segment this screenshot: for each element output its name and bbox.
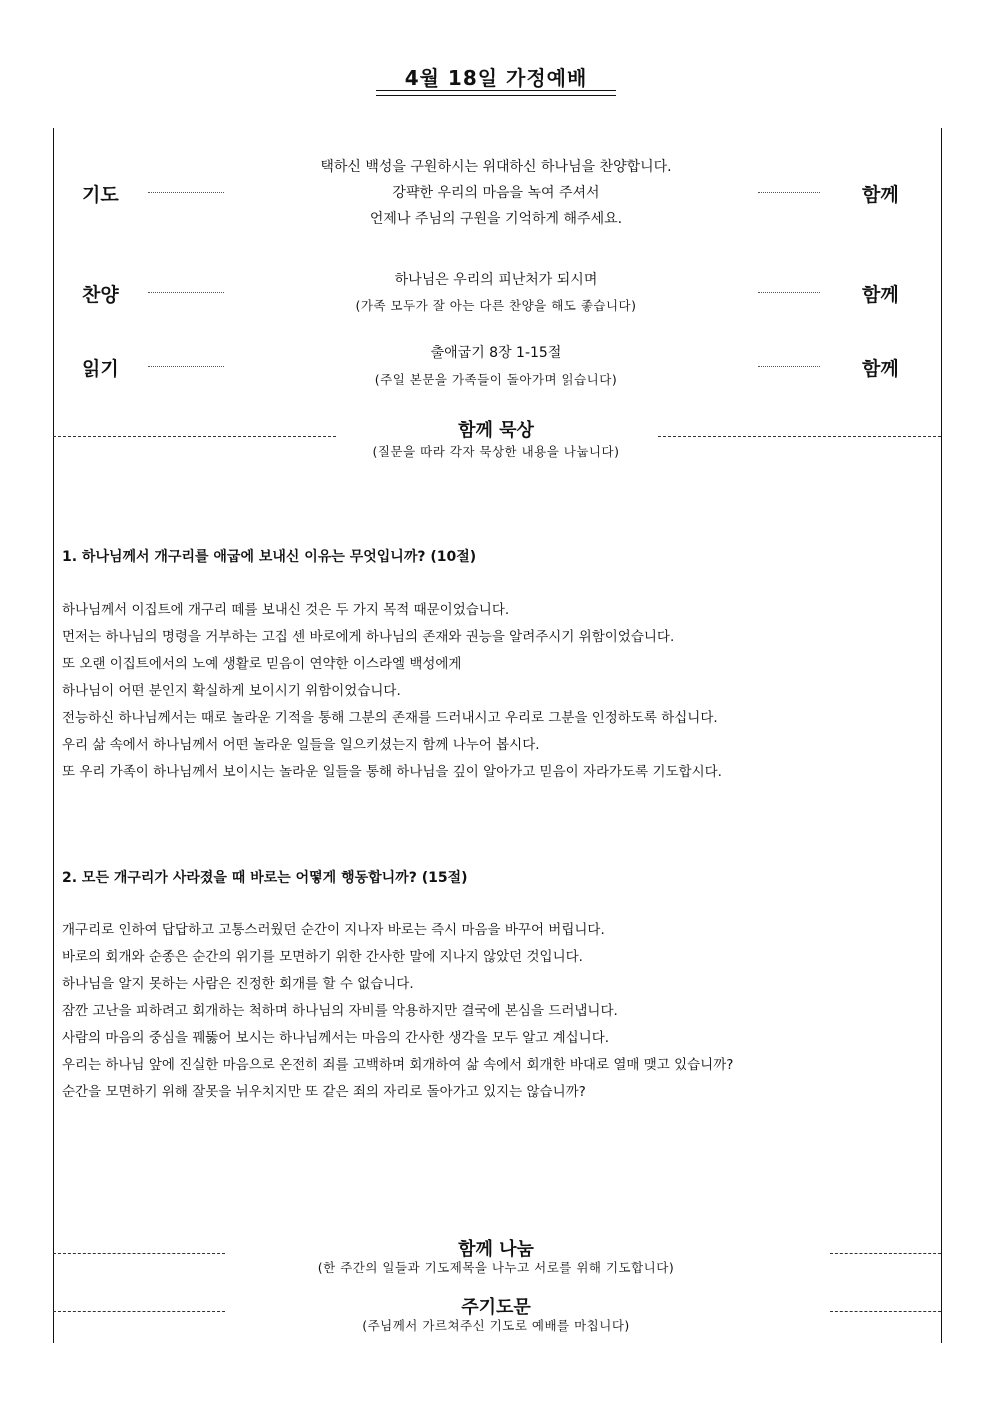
title-underline-top: [376, 90, 616, 91]
prayer-text: [0, 154, 992, 232]
answer-line: 또 오랜 이집트에서의 노예 생활로 믿음이 연약한 이스라엘 백성에게: [62, 656, 462, 672]
answer-line: 우리는 하나님 앞에 진실한 마음으로 온전히 죄를 고백하며 회개하여 삶 속에서 회개한 바대로 열매 맺고 있습니까?: [62, 1057, 734, 1073]
meditation-title: 함께 묵상: [458, 420, 534, 441]
prayer-line: 강퍅한 우리의 마음을 녹여 주셔서: [392, 185, 600, 201]
sharing-note: (한 주간의 일들과 기도제목을 나누고 서로를 위해 기도합니다): [317, 1260, 675, 1275]
praise-song: 하나님은 우리의 피난처가 되시며: [394, 272, 598, 288]
title-underline-bottom: [376, 95, 616, 96]
praise-label: 찬양: [82, 284, 119, 306]
answer-2: [62, 917, 932, 1106]
reading-together: 함께: [862, 358, 899, 380]
answer-line: 사람의 마음의 중심을 꿰뚫어 보시는 하나님께서는 마음의 간사한 생각을 모두 알고 계십니다.: [62, 1030, 610, 1046]
meditation-dash-right: [658, 436, 941, 437]
answer-line: 먼저는 하나님의 명령을 거부하는 고집 센 바로에게 하나님의 존재와 권능을 알려주시기 위함이었습니다.: [62, 629, 675, 645]
reading-passage: 출애굽기 8장 1-15절: [430, 345, 562, 361]
reading-dots-left: [148, 366, 224, 367]
lords-prayer-note: (주님께서 가르쳐주신 기도로 예배를 마칩니다): [362, 1318, 630, 1333]
praise-dots-right: [758, 292, 820, 293]
reading-label: 읽기: [82, 358, 119, 380]
prayer-line: 언제나 주님의 구원을 기억하게 해주세요.: [369, 211, 623, 227]
meditation-note: (질문을 따라 각자 묵상한 내용을 나눕니다): [372, 444, 620, 459]
answer-line: 잠깐 고난을 피하려고 회개하는 척하며 하나님의 자비를 악용하지만 결국에 본심을 드러냅니다.: [62, 1003, 618, 1019]
answer-line: 개구리로 인하여 답답하고 고통스러웠던 순간이 지나자 바로는 즉시 마음을 바꾸어 버립니다.: [62, 922, 605, 938]
answer-1: [62, 597, 932, 786]
sharing-title: 함께 나눔: [458, 1239, 534, 1260]
question-2: 2. 모든 개구리가 사라졌을 때 바로는 어떻게 행동합니까? (15절): [62, 870, 468, 886]
question-1: 1. 하나님께서 개구리를 애굽에 보내신 이유는 무엇입니까? (10절): [62, 549, 477, 565]
answer-line: 우리 삶 속에서 하나님께서 어떤 놀라운 일들을 일으키셨는지 함께 나누어 봅시다.: [62, 737, 540, 753]
answer-line: 하나님을 알지 못하는 사람은 진정한 회개를 할 수 없습니다.: [62, 976, 414, 992]
lords-prayer-title: 주기도문: [461, 1297, 531, 1318]
praise-note: (가족 모두가 잘 아는 다른 찬양을 해도 좋습니다): [355, 298, 637, 313]
prayer-line: 택하신 백성을 구원하시는 위대하신 하나님을 찬양합니다.: [320, 159, 672, 175]
reading-note: (주일 본문을 가족들이 돌아가며 읽습니다): [374, 372, 618, 387]
sharing-dash-right: [830, 1253, 941, 1254]
prayer-together: 함께: [862, 184, 899, 206]
prayer-dash-right: [830, 1311, 941, 1312]
answer-line: 또 우리 가족이 하나님께서 보이시는 놀라운 일들을 통해 하나님을 깊이 알아가고 믿음이 자라가도록 기도합시다.: [62, 764, 722, 780]
prayer-label: 기도: [82, 184, 119, 206]
prayer-dots-right: [758, 192, 820, 193]
answer-line: 하나님이 어떤 분인지 확실하게 보이시기 위함이었습니다.: [62, 683, 401, 699]
answer-line: 바로의 회개와 순종은 순간의 위기를 모면하기 위한 간사한 말에 지나지 않았던 것입니다.: [62, 949, 583, 965]
page-title: 4월 18일 가정예배: [404, 66, 588, 90]
answer-line: 순간을 모면하기 위해 잘못을 뉘우치지만 또 같은 죄의 자리로 돌아가고 있지는 않습니까?: [62, 1084, 586, 1100]
praise-together: 함께: [862, 284, 899, 306]
reading-dots-right: [758, 366, 820, 367]
answer-line: 하나님께서 이집트에 개구리 떼를 보내신 것은 두 가지 목적 때문이었습니다.: [62, 602, 510, 618]
answer-line: 전능하신 하나님께서는 때로 놀라운 기적을 통해 그분의 존재를 드러내시고 우리로 그분을 인정하도록 하십니다.: [62, 710, 718, 726]
